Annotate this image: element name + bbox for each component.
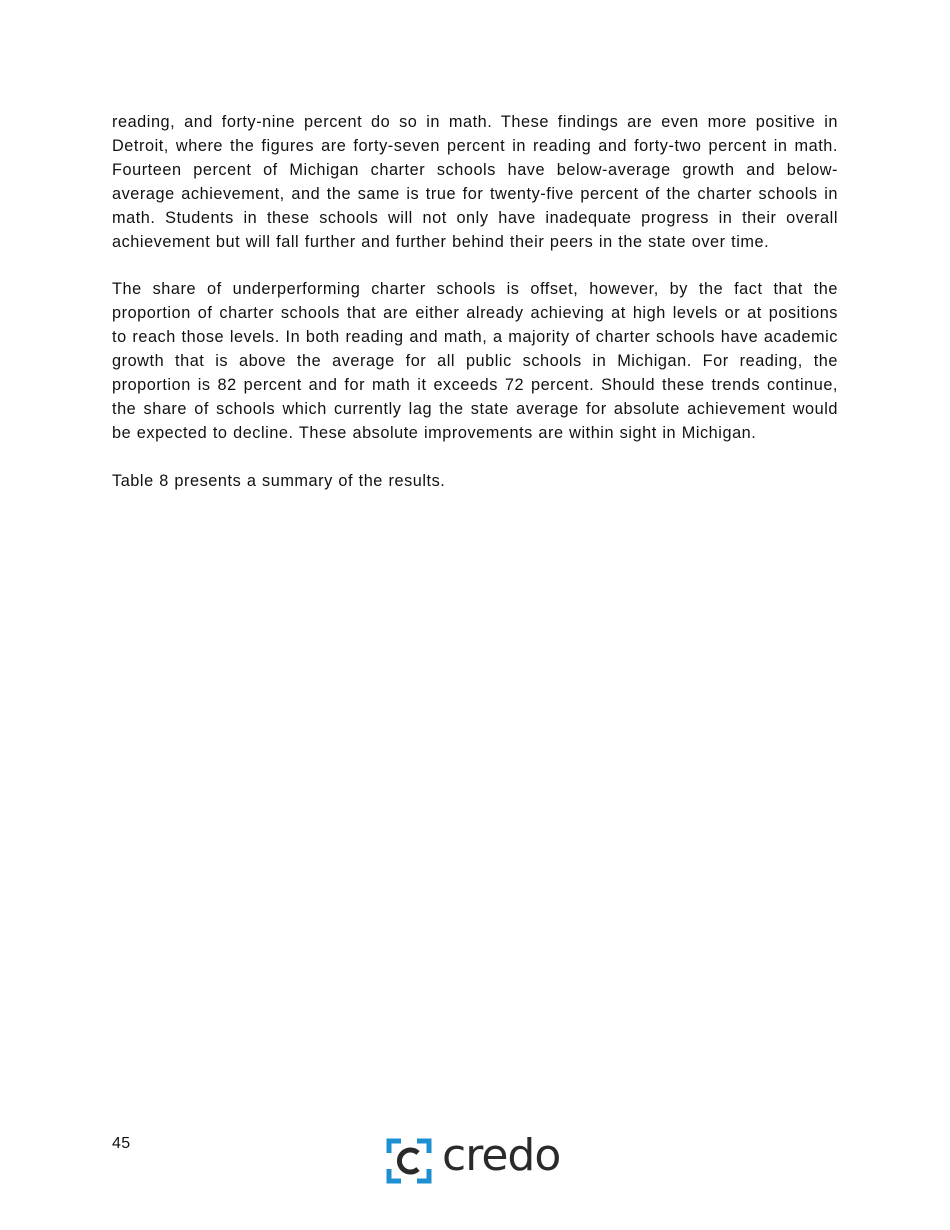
paragraph-3: Table 8 presents a summary of the results. [112,471,446,490]
page-number: 45 [112,1135,131,1152]
paragraph-1: reading, and forty-nine percent do so in math. These findings are even more positive in Detroit, where the figures are forty-seven percent in reading and forty-two percent in math. Fourteen percent of Michigan charter schools have below-average growth and below-average achievement, and the same is true for twenty-five percent of the charter schools in math. Students in these schools will not only have inadequate progress in their overall achievement but will fall further and further behind their peers in the state over time. [112,113,838,251]
credo-logo [386,1130,576,1186]
credo-bracket-c-icon [386,1138,432,1184]
credo-wordmark: credo [442,1130,561,1181]
body-text [112,111,838,518]
paragraph-2: The share of underperforming charter schools is offset, however, by the fact that the proportion of charter schools that are either already achieving at high levels or at positions to reach those levels. In both reading and math, a majority of charter schools have academic growth that is above the average for all public schools in Michigan. For reading, the proportion is 82 percent and for math it exceeds 72 percent. Should these trends continue, the share of schools which currently lag the state average for absolute achievement would be expected to decline. These absolute improvements are within sight in Michigan. [112,280,838,442]
